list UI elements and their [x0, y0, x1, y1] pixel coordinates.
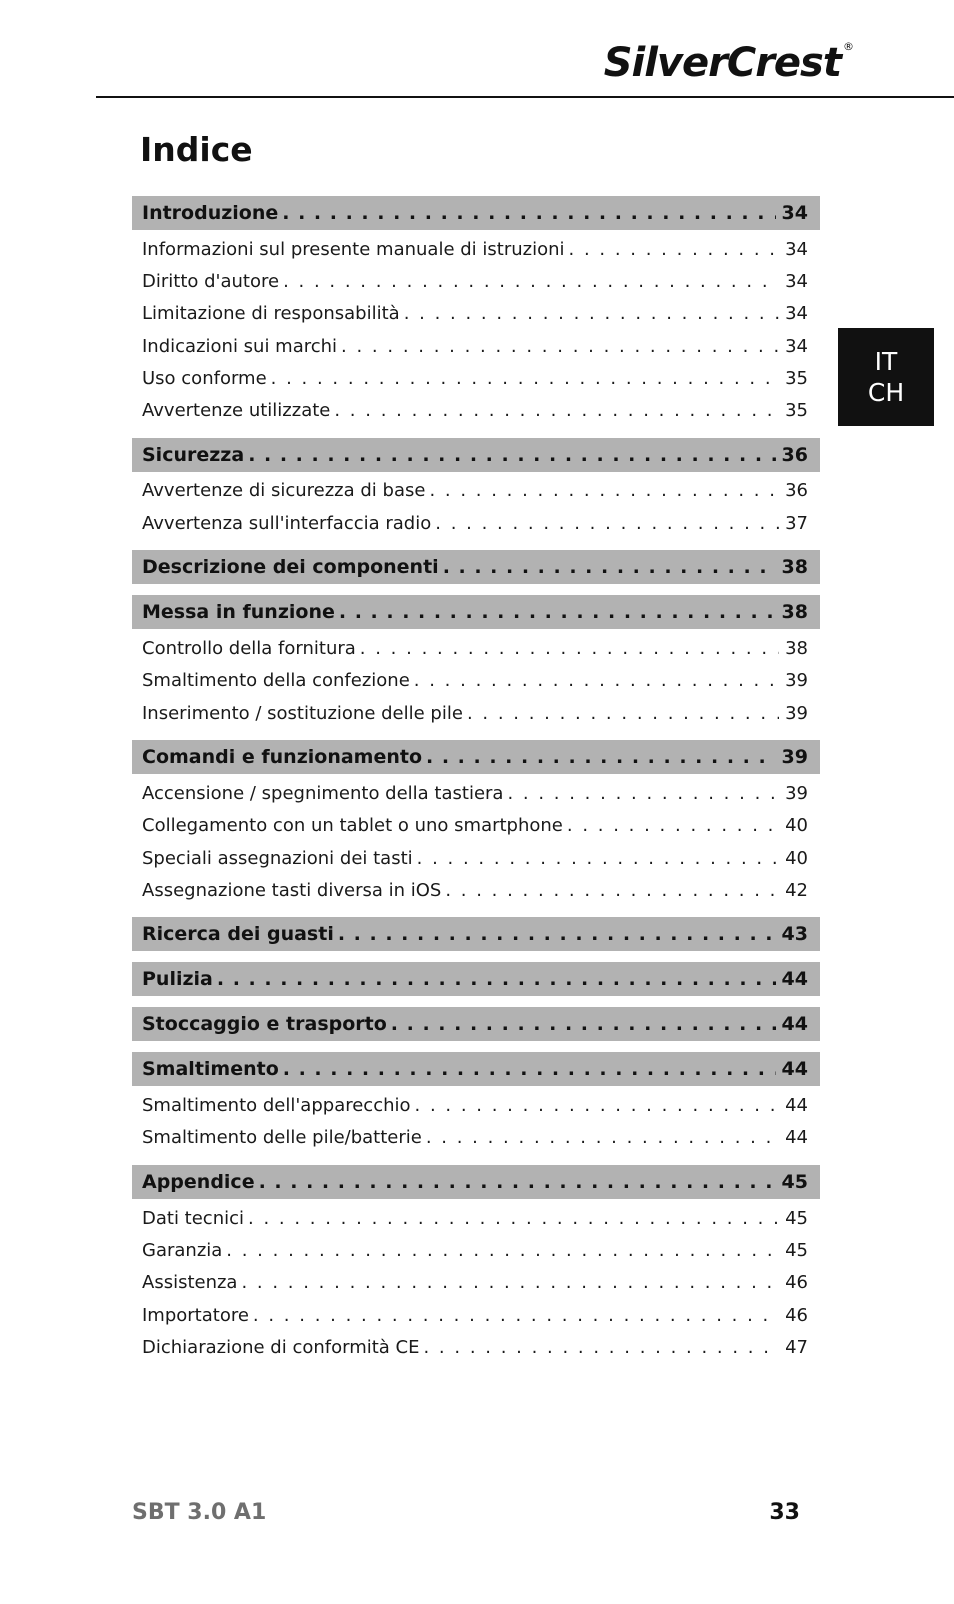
toc-entry-page: 36	[785, 480, 808, 502]
table-of-contents	[132, 196, 820, 1364]
toc-entry-page: 46	[785, 1304, 808, 1326]
dot-leader	[282, 202, 775, 224]
dot-leader	[283, 1058, 776, 1080]
toc-section-page: 39	[781, 746, 808, 769]
toc-entry-list	[132, 1202, 820, 1363]
toc-entry[interactable]	[132, 1202, 820, 1234]
dot-leader	[259, 1171, 776, 1193]
footer-model: SBT 3.0 A1	[132, 1500, 267, 1525]
dot-leader	[241, 1272, 779, 1293]
dot-leader	[334, 400, 779, 421]
dot-leader	[248, 1208, 779, 1229]
toc-entry-label: Limitazione di responsabilità	[142, 303, 400, 325]
dot-leader	[360, 638, 779, 659]
dot-leader	[217, 968, 776, 990]
toc-entry[interactable]	[132, 1122, 820, 1154]
toc-entry-page: 46	[785, 1272, 808, 1294]
toc-entry-page: 44	[785, 1095, 808, 1117]
toc-entry-page: 35	[785, 400, 808, 422]
toc-section-heading[interactable]	[132, 438, 820, 472]
toc-entry-list	[132, 233, 820, 427]
toc-section-title: Sicurezza	[142, 443, 245, 466]
toc-entry-list	[132, 475, 820, 540]
toc-entry[interactable]	[132, 665, 820, 697]
toc-entry[interactable]	[132, 362, 820, 394]
toc-entry-page: 40	[785, 815, 808, 837]
toc-section-heading[interactable]	[132, 1007, 820, 1041]
toc-entry[interactable]	[132, 697, 820, 729]
dot-leader	[341, 336, 779, 357]
toc-entry-list	[132, 1089, 820, 1154]
toc-entry-page: 37	[785, 512, 808, 534]
toc-entry-page: 39	[785, 670, 808, 692]
toc-entry-page: 39	[785, 782, 808, 804]
toc-entry[interactable]	[132, 874, 820, 906]
dot-leader	[435, 513, 779, 534]
toc-entry-label: Dichiarazione di conformità CE	[142, 1336, 420, 1358]
toc-entry-label: Controllo della fornitura	[142, 638, 356, 660]
toc-section-page: 44	[781, 1058, 808, 1081]
toc-entry[interactable]	[132, 810, 820, 842]
toc-section-title: Comandi e funzionamento	[142, 746, 423, 769]
toc-entry-label: Avvertenze di sicurezza di base	[142, 480, 426, 502]
brand-logo	[554, 40, 854, 86]
dot-leader	[417, 848, 779, 869]
dot-leader	[467, 703, 779, 724]
toc-entry-label: Collegamento con un tablet o uno smartphone	[142, 815, 563, 837]
toc-entry[interactable]	[132, 1267, 820, 1299]
toc-entry[interactable]	[132, 265, 820, 297]
toc-entry-label: Smaltimento delle pile/batterie	[142, 1127, 422, 1149]
dot-leader	[226, 1240, 779, 1261]
toc-section-page: 34	[781, 202, 808, 224]
toc-entry-page: 40	[785, 847, 808, 869]
dot-leader	[429, 480, 779, 501]
toc-section-heading[interactable]	[132, 740, 820, 774]
dot-leader	[445, 880, 779, 901]
dot-leader	[423, 1337, 779, 1358]
dot-leader	[415, 1095, 780, 1116]
toc-entry-label: Smaltimento dell'apparecchio	[142, 1095, 411, 1117]
toc-section-page: 38	[781, 556, 808, 579]
toc-entry-list	[132, 777, 820, 906]
toc-entry-label: Diritto d'autore	[142, 270, 280, 292]
toc-section-page: 45	[781, 1171, 808, 1194]
toc-section-heading[interactable]	[132, 550, 820, 584]
dot-leader	[248, 444, 775, 466]
toc-entry[interactable]	[132, 330, 820, 362]
toc-entry-label: Assistenza	[142, 1272, 238, 1294]
toc-section-title: Pulizia	[142, 968, 213, 991]
toc-entry-label: Avvertenze utilizzate	[142, 400, 331, 422]
toc-section-title: Stoccaggio e trasporto	[142, 1013, 387, 1036]
toc-entry[interactable]	[132, 1234, 820, 1266]
dot-leader	[426, 746, 776, 768]
registered-mark: ®	[843, 40, 854, 53]
toc-entry-page: 38	[785, 638, 808, 660]
toc-entry-page: 34	[785, 303, 808, 325]
toc-entry-label: Uso conforme	[142, 367, 267, 389]
toc-entry-page: 39	[785, 702, 808, 724]
toc-entry-label: Assegnazione tasti diversa in iOS	[142, 879, 442, 901]
toc-entry-list	[132, 632, 820, 729]
dot-leader	[443, 556, 776, 578]
toc-entry-page: 34	[785, 335, 808, 357]
footer-page-number: 33	[769, 1500, 800, 1525]
toc-entry-page: 34	[785, 270, 808, 292]
dot-leader	[414, 670, 779, 691]
toc-entry-page: 47	[785, 1336, 808, 1358]
toc-entry[interactable]	[132, 1089, 820, 1121]
toc-section-page: 38	[781, 601, 808, 624]
toc-section-heading[interactable]	[132, 595, 820, 629]
dot-leader	[569, 239, 780, 260]
page-title: Indice	[140, 130, 253, 169]
toc-entry-page: 35	[785, 367, 808, 389]
toc-entry[interactable]	[132, 842, 820, 874]
dot-leader	[404, 303, 779, 324]
dot-leader	[391, 1013, 776, 1035]
toc-entry[interactable]	[132, 394, 820, 426]
toc-section-page: 36	[781, 443, 808, 466]
toc-entry[interactable]	[132, 1331, 820, 1363]
toc-entry-label: Garanzia	[142, 1239, 223, 1261]
toc-section-heading[interactable]	[132, 1052, 820, 1086]
toc-entry-label: Informazioni sul presente manuale di istruzioni	[142, 238, 565, 260]
dot-leader	[283, 271, 779, 292]
toc-section-page: 44	[781, 1013, 808, 1036]
dot-leader	[253, 1305, 779, 1326]
toc-entry-label: Accensione / spegnimento della tastiera	[142, 782, 504, 804]
toc-entry-label: Inserimento / sostituzione delle pile	[142, 702, 463, 724]
toc-entry-label: Dati tecnici	[142, 1207, 245, 1229]
toc-entry[interactable]	[132, 507, 820, 539]
toc-entry-page: 44	[785, 1127, 808, 1149]
toc-entry[interactable]	[132, 298, 820, 330]
toc-section-title: Introduzione	[142, 202, 279, 224]
toc-section-heading[interactable]	[132, 1165, 820, 1199]
toc-entry-label: Smaltimento della confezione	[142, 670, 410, 692]
dot-leader	[426, 1127, 779, 1148]
toc-section-page: 43	[781, 923, 808, 946]
toc-entry[interactable]	[132, 777, 820, 809]
toc-entry-label: Indicazioni sui marchi	[142, 335, 338, 357]
toc-entry-page: 34	[785, 238, 808, 260]
toc-section-title: Appendice	[142, 1171, 255, 1194]
toc-entry-page: 45	[785, 1239, 808, 1261]
toc-entry[interactable]	[132, 632, 820, 664]
dot-leader	[338, 923, 776, 945]
toc-entry-label: Speciali assegnazioni dei tasti	[142, 847, 413, 869]
toc-entry-label: Avvertenza sull'interfaccia radio	[142, 512, 432, 534]
dot-leader	[567, 815, 779, 836]
language-code-it: IT	[874, 347, 898, 376]
toc-section-heading[interactable]	[132, 917, 820, 951]
toc-section-heading[interactable]	[132, 962, 820, 996]
toc-entry[interactable]	[132, 1299, 820, 1331]
toc-entry-page: 45	[785, 1207, 808, 1229]
toc-entry-label: Importatore	[142, 1304, 249, 1326]
dot-leader	[507, 783, 779, 804]
toc-section-heading[interactable]	[132, 196, 820, 230]
dot-leader	[339, 601, 776, 623]
toc-entry[interactable]	[132, 475, 820, 507]
toc-section-page: 44	[781, 968, 808, 991]
language-code-ch: CH	[867, 378, 905, 407]
toc-section-title: Messa in funzione	[142, 601, 335, 624]
header-rule	[96, 96, 954, 98]
toc-entry[interactable]	[132, 233, 820, 265]
language-tab	[838, 328, 934, 426]
toc-section-title: Smaltimento	[142, 1058, 279, 1081]
toc-entry-page: 42	[785, 879, 808, 901]
toc-section-title: Ricerca dei guasti	[142, 923, 334, 946]
toc-section-title: Descrizione dei componenti	[142, 556, 439, 579]
brand-name: SilverCrest	[603, 40, 841, 86]
dot-leader	[271, 368, 779, 389]
